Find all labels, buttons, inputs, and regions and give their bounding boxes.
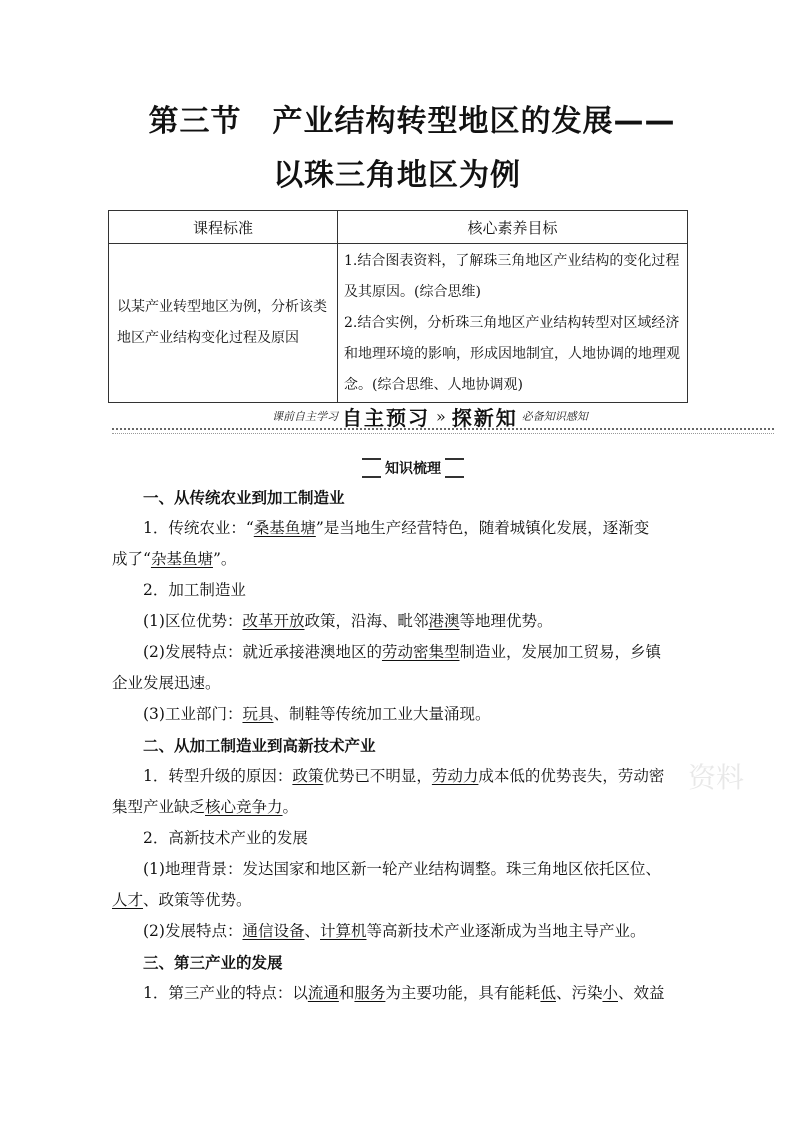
- blank-answer: 杂基鱼塘: [150, 550, 213, 568]
- content-body: [112, 482, 687, 1009]
- paragraph-6: 1．转型升级的原因：政策优势已不明显，劳动力成本低的优势丧失，劳动密: [143, 767, 665, 785]
- paragraph-5: (3)工业部门：玩具、制鞋等传统加工业大量涌现。: [143, 705, 491, 723]
- curriculum-standard-cell: 以某产业转型地区为例，分析该类地区产业结构变化过程及原因: [109, 244, 338, 403]
- table-header-competency: 核心素养目标: [338, 211, 688, 244]
- blank-answer: 劳动密集型: [381, 643, 460, 661]
- blank-answer: 桑基鱼塘: [253, 519, 316, 537]
- heading-1: 一、从传统农业到加工制造业: [143, 488, 345, 507]
- blank-answer: 政策: [292, 767, 324, 785]
- page-title-line2: 以珠三角地区为例: [273, 158, 521, 193]
- blank-answer: 核心竞争力: [205, 798, 283, 816]
- paragraph-4-cont: 企业发展迅速。: [112, 674, 221, 692]
- blank-answer: 通信设备: [242, 922, 305, 940]
- blank-answer: 低: [540, 984, 556, 1002]
- paragraph-9: (2)发展特点：通信设备、计算机等高新技术产业逐渐成为当地主导产业。: [143, 922, 646, 940]
- blank-answer: 服务: [354, 984, 386, 1002]
- paragraph-1-cont: 成了“杂基鱼塘”。: [112, 550, 237, 568]
- paragraph-4: (2)发展特点：就近承接港澳地区的劳动密集型制造业，发展加工贸易，乡镇: [143, 643, 661, 661]
- competency-goal-1: 1.结合图表资料，了解珠三角地区产业结构的变化过程及其原因。(综合思维): [344, 252, 680, 300]
- section-badge-label: 知识梳理: [381, 458, 445, 478]
- blank-answer: 劳动力: [431, 767, 479, 785]
- paragraph-10: 1．第三产业的特点：以流通和服务为主要功能，具有能耗低、污染小、效益: [143, 984, 665, 1002]
- heading-2: 二、从加工制造业到高新技术产业: [143, 736, 376, 755]
- paragraph-3: (1)区位优势：改革开放政策，沿海、毗邻港澳等地理优势。: [143, 612, 553, 630]
- blank-answer: 小: [602, 984, 618, 1002]
- subheading-2: 2．加工制造业: [143, 581, 246, 599]
- blank-answer: 改革开放: [242, 612, 305, 630]
- banner-right-caption: 必备知识感知: [521, 410, 588, 423]
- banner-divider: [112, 428, 774, 430]
- paragraph-1: 1．传统农业：“桑基鱼塘”是当地生产经营特色，随着城镇化发展，逐渐变: [143, 519, 650, 537]
- banner-title-1: 自主预习: [342, 405, 430, 430]
- banner-arrow-icon: »: [436, 406, 446, 426]
- page-title-line1: 第三节 产业结构转型地区的发展——: [148, 104, 676, 139]
- watermark: 资料: [688, 761, 745, 794]
- paragraph-8: (1)地理背景：发达国家和地区新一轮产业结构调整。珠三角地区依托区位、: [143, 860, 661, 878]
- paragraph-8-cont: 人才、政策等优势。: [112, 891, 252, 909]
- blank-answer: 港澳: [428, 612, 460, 630]
- section-banner: [112, 404, 774, 432]
- subheading-7: 2．高新技术产业的发展: [143, 829, 308, 847]
- paragraph-6-cont: 集型产业缺乏核心竞争力。: [112, 798, 299, 816]
- competency-goal-2: 2.结合实例，分析珠三角地区产业结构转型对区域经济和地理环境的影响，形成因地制宜，人地协调的地理观念。(综合思维、人地协调观): [344, 314, 680, 393]
- banner-divider-secondary: [112, 433, 774, 434]
- heading-3: 三、第三产业的发展: [143, 953, 283, 972]
- blank-answer: 计算机: [320, 922, 367, 940]
- blank-answer: 人才: [112, 891, 144, 909]
- standards-table: [108, 210, 688, 403]
- table-header-curriculum: 课程标准: [109, 211, 338, 244]
- blank-answer: 玩具: [242, 705, 274, 723]
- blank-answer: 流通: [307, 984, 339, 1002]
- banner-title-2: 探新知: [451, 405, 518, 430]
- section-badge: [362, 458, 464, 478]
- banner-left-caption: 课前自主学习: [272, 410, 338, 423]
- competency-goals-cell: [338, 244, 688, 403]
